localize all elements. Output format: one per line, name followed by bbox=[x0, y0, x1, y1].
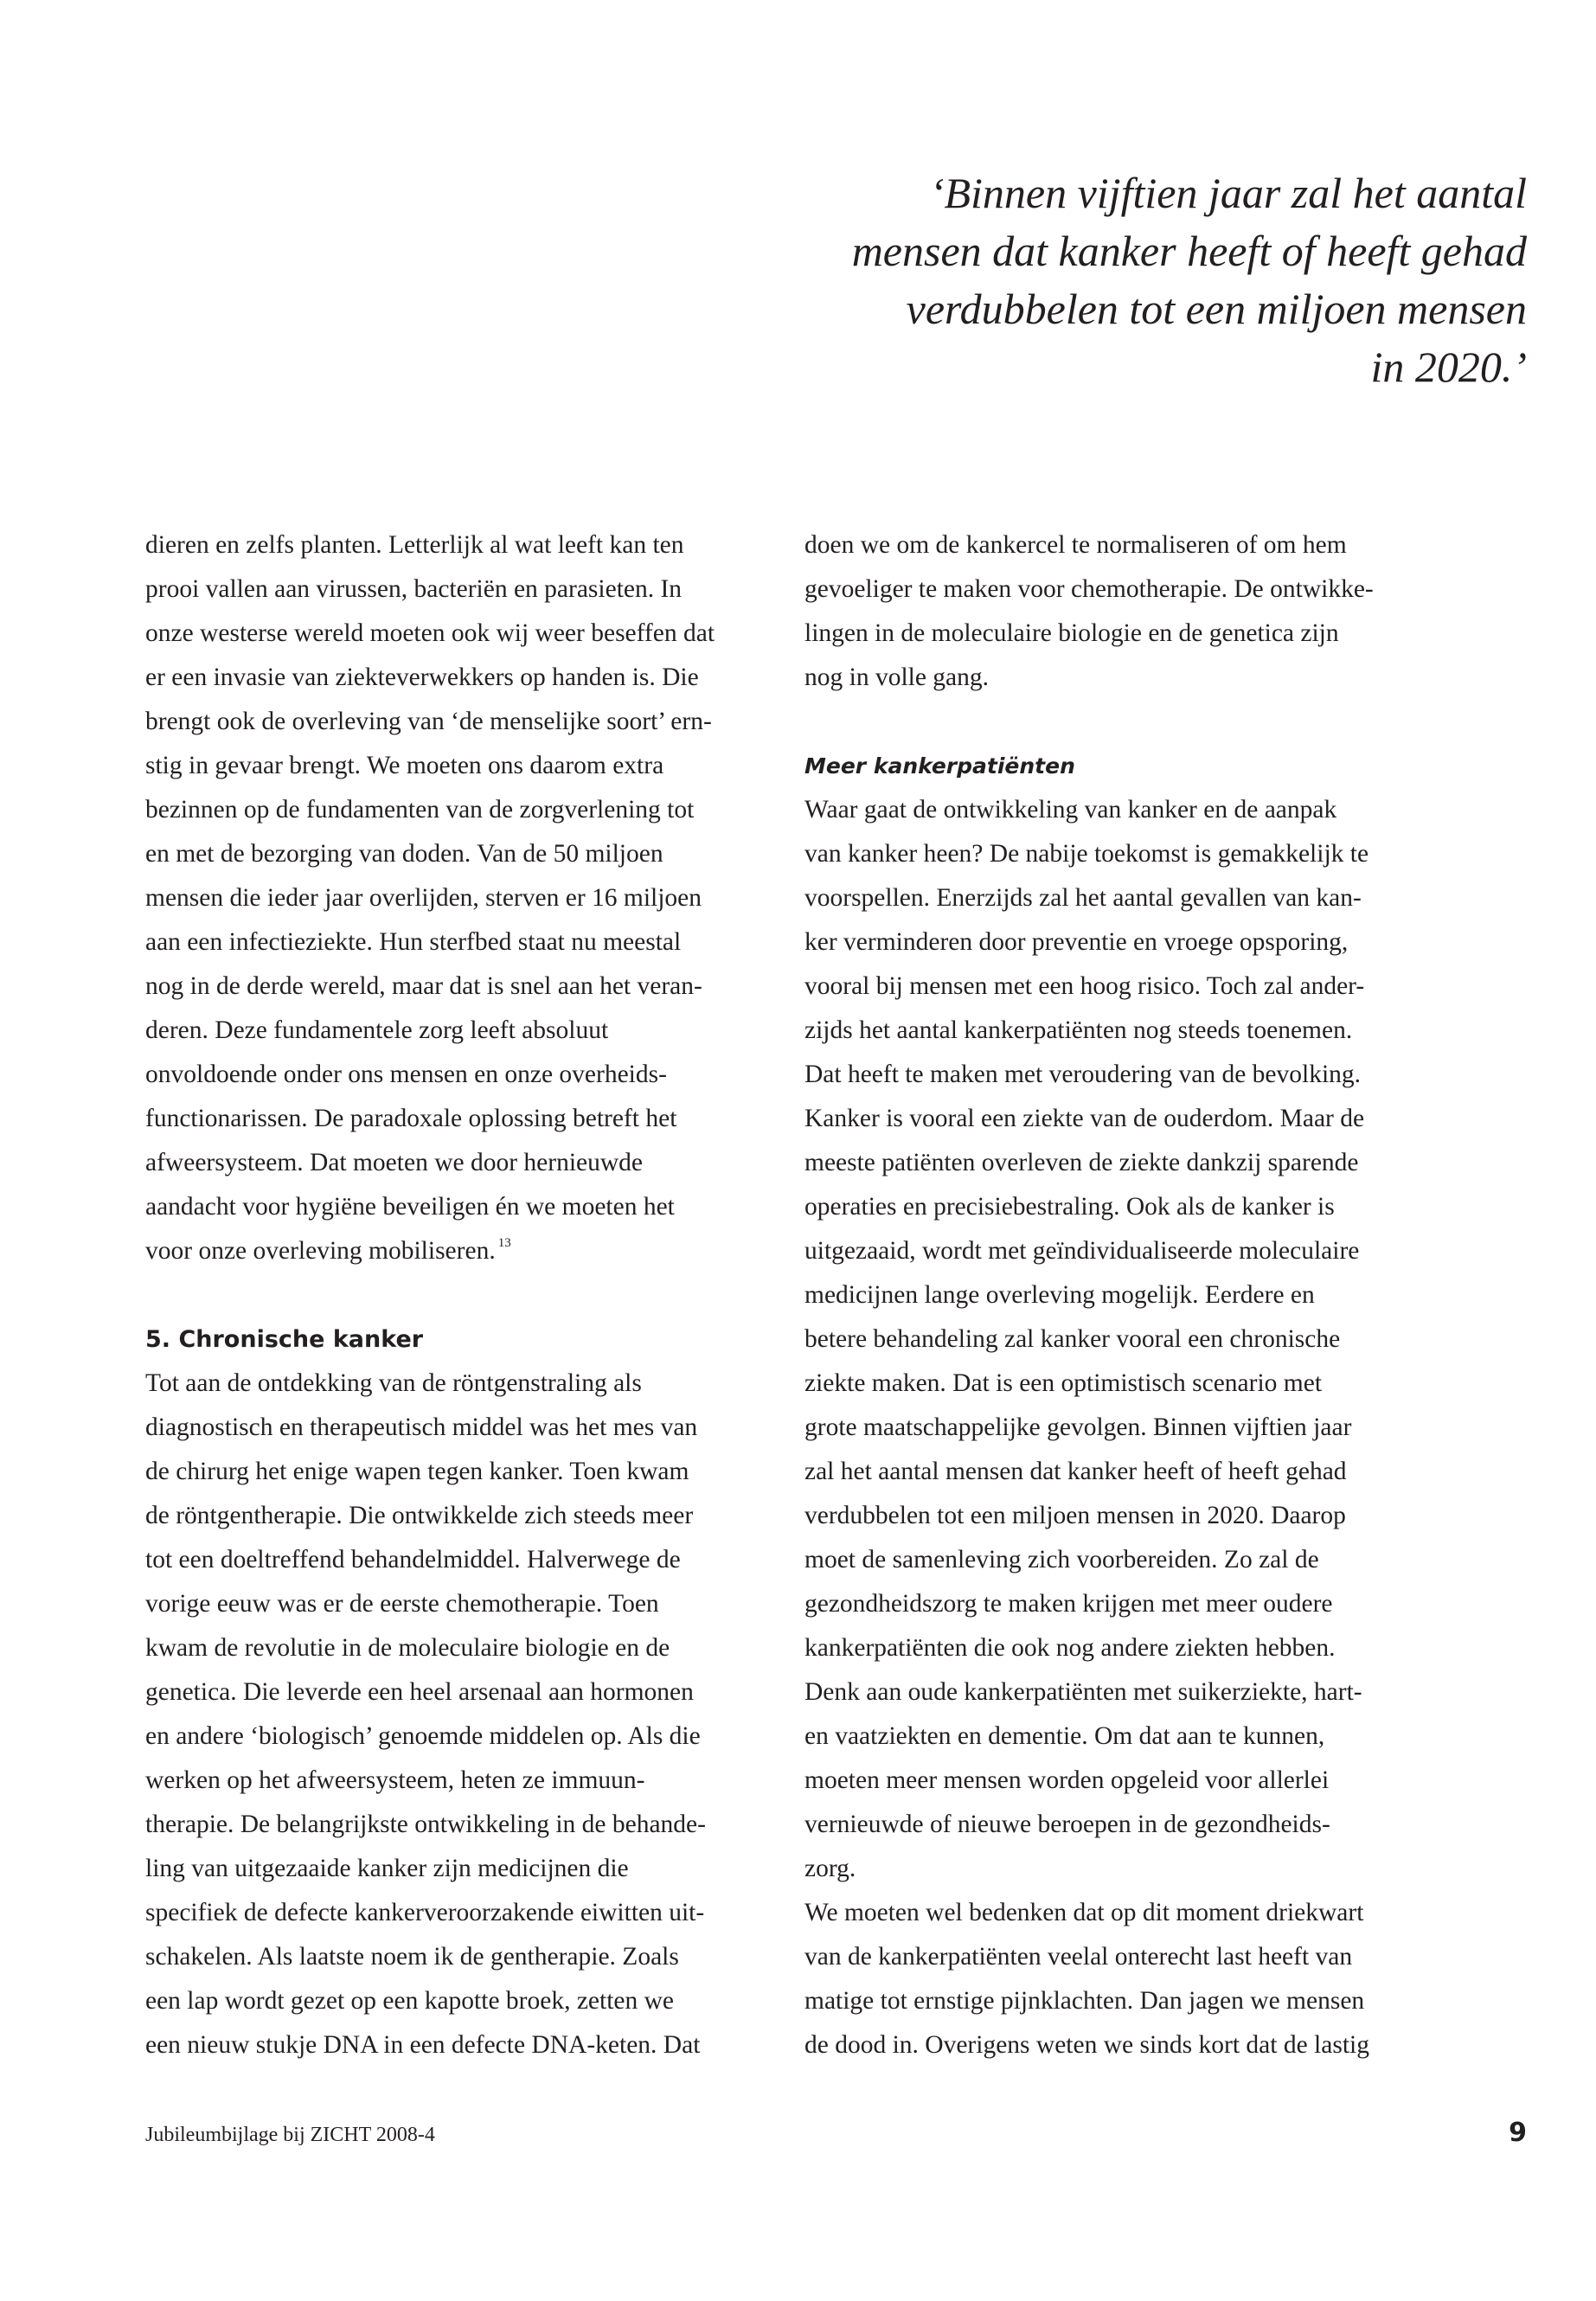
text-line: voorspellen. Enerzijds zal het aantal gevallen van kan- bbox=[804, 884, 1362, 912]
text-line: tot een doeltreffend behandelmiddel. Halverwege de bbox=[145, 1546, 681, 1574]
text-line: verdubbelen tot een miljoen mensen in 2020. Daarop bbox=[804, 1502, 1346, 1529]
text-line: zal het aantal mensen dat kanker heeft of heeft gehad bbox=[804, 1458, 1347, 1485]
text-line: vooral bij mensen met een hoog risico. Toch zal ander- bbox=[804, 972, 1365, 1000]
footnote-marker: 13 bbox=[497, 1236, 511, 1250]
text-line: uitgezaaid, wordt met geïndividualiseerde moleculaire bbox=[804, 1237, 1360, 1265]
text-line: en met de bezorging van doden. Van de 50 miljoen bbox=[145, 840, 663, 868]
pull-quote bbox=[744, 164, 1527, 396]
spacer bbox=[145, 1273, 764, 1317]
text-line: de dood in. Overigens weten we sinds kort dat de lastig bbox=[804, 2031, 1369, 2059]
paragraph-continuation bbox=[804, 523, 1423, 700]
text-line: werken op het afweersysteem, heten ze immuun- bbox=[145, 1766, 645, 1794]
text-line bbox=[145, 1229, 764, 1273]
text-line: functionarissen. De paradoxale oplossing betreft het bbox=[145, 1105, 677, 1132]
text-line: Waar gaat de ontwikkeling van kanker en de aanpak bbox=[804, 796, 1337, 824]
text-line: stig in gevaar brengt. We moeten ons daarom extra bbox=[145, 752, 664, 779]
text-line: dieren en zelfs planten. Letterlijk al wat leeft kan ten bbox=[145, 531, 684, 559]
text-line: doen we om de kankercel te normaliseren of om hem bbox=[804, 531, 1347, 559]
text-line: Denk aan oude kankerpatiënten met suikerziekte, hart- bbox=[804, 1678, 1362, 1706]
text-line: operaties en precisiebestraling. Ook als de kanker is bbox=[804, 1193, 1335, 1221]
pull-quote-line: ‘Binnen vijftien jaar zal het aantal bbox=[929, 169, 1527, 217]
text-line: een nieuw stukje DNA in een defecte DNA-keten. Dat bbox=[145, 2031, 701, 2059]
text-line: medicijnen lange overleving mogelijk. Eerdere en bbox=[804, 1281, 1315, 1309]
text-line: zijds het aantal kankerpatiënten nog steeds toenemen. bbox=[804, 1016, 1353, 1044]
text-line: kwam de revolutie in de moleculaire biologie en de bbox=[145, 1634, 670, 1662]
text-line: kankerpatiënten die ook nog andere ziekten hebben. bbox=[804, 1634, 1336, 1662]
paragraph-pain bbox=[804, 1891, 1423, 2067]
text-line: prooi vallen aan virussen, bacteriën en parasieten. In bbox=[145, 575, 683, 603]
section-heading: 5. Chronische kanker bbox=[145, 1326, 424, 1353]
text-line: specifiek de defecte kankerveroorzakende eiwitten uit- bbox=[145, 1899, 705, 1926]
text-line: nog in volle gang. bbox=[804, 663, 990, 691]
text-line: betere behandeling zal kanker vooral een chronische bbox=[804, 1325, 1341, 1353]
page-number: 9 bbox=[1509, 2118, 1527, 2148]
paragraph-more-patients bbox=[804, 788, 1423, 1891]
paragraph-chronic-cancer bbox=[145, 1362, 764, 2067]
text-line: matige tot ernstige pijnklachten. Dan jagen we mensen bbox=[804, 1987, 1365, 2015]
pull-quote-line: in 2020.’ bbox=[1370, 343, 1527, 391]
text-line: We moeten wel bedenken dat op dit moment driekwart bbox=[804, 1899, 1364, 1926]
text-line: er een invasie van ziekteverwekkers op handen is. Die bbox=[145, 663, 699, 691]
text-line: en andere ‘biologisch’ genoemde middelen op. Als die bbox=[145, 1722, 701, 1750]
text-line: mensen die ieder jaar overlijden, sterven er 16 miljoen bbox=[145, 884, 702, 912]
text-line: gevoeliger te maken voor chemotherapie. De ontwikke- bbox=[804, 575, 1374, 603]
text-line: onvoldoende onder ons mensen en onze overheids- bbox=[145, 1061, 667, 1088]
text-line: en vaatziekten en dementie. Om dat aan te kunnen, bbox=[804, 1722, 1325, 1750]
text-line: brengt ook de overleving van ‘de menselijke soort’ ern- bbox=[145, 708, 712, 735]
text-line: nog in de derde wereld, maar dat is snel aan het veran- bbox=[145, 972, 702, 1000]
text-line: schakelen. Als laatste noem ik de gentherapie. Zoals bbox=[145, 1943, 679, 1971]
pull-quote-line: mensen dat kanker heeft of heeft gehad bbox=[851, 227, 1527, 275]
text-line: afweersysteem. Dat moeten we door hernieuwde bbox=[145, 1149, 644, 1176]
text-line: bezinnen op de fundamenten van de zorgverlening tot bbox=[145, 796, 695, 824]
footer-source: Jubileumbijlage bij ZICHT 2008-4 bbox=[145, 2124, 435, 2146]
text-line: de röntgentherapie. Die ontwikkelde zich steeds meer bbox=[145, 1502, 694, 1529]
text-line: vernieuwde of nieuwe beroepen in de gezondheids- bbox=[804, 1811, 1330, 1838]
text-line: gezondheidszorg te maken krijgen met meer oudere bbox=[804, 1590, 1333, 1618]
text-line: grote maatschappelijke gevolgen. Binnen vijftien jaar bbox=[804, 1413, 1352, 1441]
spacer bbox=[804, 700, 1423, 744]
text-line: therapie. De belangrijkste ontwikkeling in de behande- bbox=[145, 1811, 706, 1838]
text-line: aandacht voor hygiëne beveiligen én we moeten het bbox=[145, 1193, 675, 1221]
text-line: onze westerse wereld moeten ook wij weer beseffen dat bbox=[145, 619, 715, 647]
text-line: ling van uitgezaaide kanker zijn medicijnen die bbox=[145, 1855, 629, 1882]
text-line-content: voor onze overleving mobiliseren. bbox=[145, 1237, 496, 1265]
text-line: zorg. bbox=[804, 1855, 856, 1882]
text-line: van kanker heen? De nabije toekomst is gemakkelijk te bbox=[804, 840, 1369, 868]
text-line: lingen in de moleculaire biologie en de genetica zijn bbox=[804, 619, 1339, 647]
text-line: moeten meer mensen worden opgeleid voor allerlei bbox=[804, 1766, 1330, 1794]
pull-quote-line: verdubbelen tot een miljoen mensen bbox=[906, 285, 1527, 333]
text-line: een lap wordt gezet op een kapotte broek, zetten we bbox=[145, 1987, 675, 2015]
text-line: van de kankerpatiënten veelal onterecht last heeft van bbox=[804, 1943, 1353, 1971]
text-line: vorige eeuw was er de eerste chemotherapie. Toen bbox=[145, 1590, 659, 1618]
text-line: deren. Deze fundamentele zorg leeft absoluut bbox=[145, 1016, 609, 1044]
text-line: meeste patiënten overleven de ziekte dankzij sparende bbox=[804, 1149, 1359, 1176]
text-line: moet de samenleving zich voorbereiden. Zo zal de bbox=[804, 1546, 1319, 1574]
text-line: diagnostisch en therapeutisch middel was het mes van bbox=[145, 1413, 698, 1441]
text-line: ker verminderen door preventie en vroege opsporing, bbox=[804, 928, 1349, 956]
right-column bbox=[804, 523, 1423, 2067]
text-line: genetica. Die leverde een heel arsenaal aan hormonen bbox=[145, 1678, 694, 1706]
text-line: aan een infectieziekte. Hun sterfbed staat nu meestal bbox=[145, 928, 682, 956]
left-column bbox=[145, 523, 764, 2067]
section-subheading: Meer kankerpatiënten bbox=[804, 753, 1075, 779]
paragraph-infection bbox=[145, 523, 764, 1273]
text-line: de chirurg het enige wapen tegen kanker. Toen kwam bbox=[145, 1458, 689, 1485]
text-line: Dat heeft te maken met veroudering van de bevolking. bbox=[804, 1061, 1362, 1088]
text-line: Kanker is vooral een ziekte van de ouderdom. Maar de bbox=[804, 1105, 1365, 1132]
text-line: Tot aan de ontdekking van de röntgenstraling als bbox=[145, 1369, 642, 1397]
text-line: ziekte maken. Dat is een optimistisch scenario met bbox=[804, 1369, 1323, 1397]
